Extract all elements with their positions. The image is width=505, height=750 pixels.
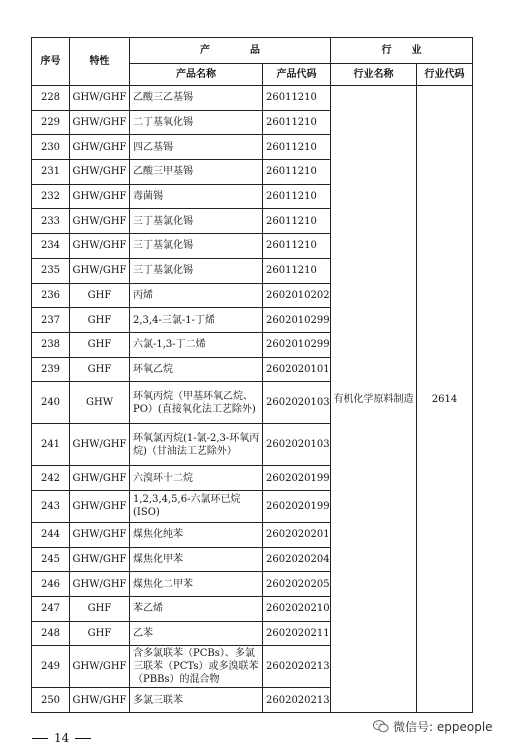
row-product-name: 环氧氯丙烷(1-氯-2,3-环氧丙烷)（甘油法工艺除外） xyxy=(130,424,263,466)
row-seq: 231 xyxy=(32,160,70,185)
row-seq: 237 xyxy=(32,308,70,333)
row-seq: 244 xyxy=(32,522,70,547)
row-product-name: 三丁基氯化锡 xyxy=(130,209,263,234)
row-product-code: 2602020213 xyxy=(263,688,331,713)
row-product-code: 2602020103 xyxy=(263,424,331,466)
row-seq: 241 xyxy=(32,424,70,466)
row-product-name: 1,2,3,4,5,6-六氯环已烷(ISO) xyxy=(130,490,263,522)
header-attr: 特性 xyxy=(70,38,130,86)
row-attr: GHW/GHF xyxy=(70,234,130,259)
watermark-text: 微信号: eppeople xyxy=(393,720,493,734)
row-attr: GHW/GHF xyxy=(70,547,130,572)
row-product-name: 三丁基氯化锡 xyxy=(130,258,263,283)
industry-name-cell: 有机化学原料制造 xyxy=(331,86,417,713)
row-seq: 242 xyxy=(32,466,70,491)
row-seq: 228 xyxy=(32,86,70,111)
row-attr: GHW/GHF xyxy=(70,490,130,522)
row-seq: 248 xyxy=(32,621,70,646)
row-product-name: 二丁基氧化锡 xyxy=(130,110,263,135)
row-seq: 246 xyxy=(32,572,70,597)
page-dash-right xyxy=(75,738,91,739)
row-product-name: 丙烯 xyxy=(130,283,263,308)
row-seq: 245 xyxy=(32,547,70,572)
row-product-name: 含多氯联苯（PCBs）、多氯三联苯（PCTs）或多溴联苯（PBBs）的混合物 xyxy=(130,646,263,688)
row-product-code: 2602010299 xyxy=(263,308,331,333)
header-industry-code: 行业代码 xyxy=(417,64,473,86)
row-product-name: 多氯三联苯 xyxy=(130,688,263,713)
header-industry-name: 行业名称 xyxy=(331,64,417,86)
row-attr: GHF xyxy=(70,357,130,382)
row-product-name: 乙酸三甲基锡 xyxy=(130,160,263,185)
row-attr: GHW/GHF xyxy=(70,688,130,713)
row-product-code: 26011210 xyxy=(263,86,331,111)
row-attr: GHW/GHF xyxy=(70,110,130,135)
table-row xyxy=(32,86,473,111)
row-seq: 230 xyxy=(32,135,70,160)
row-attr: GHW/GHF xyxy=(70,258,130,283)
row-attr: GHW/GHF xyxy=(70,424,130,466)
wechat-icon xyxy=(373,720,389,733)
row-attr: GHW/GHF xyxy=(70,184,130,209)
row-product-name: 苯乙烯 xyxy=(130,597,263,622)
row-product-code: 2602020199 xyxy=(263,490,331,522)
row-seq: 232 xyxy=(32,184,70,209)
row-attr: GHW/GHF xyxy=(70,466,130,491)
row-seq: 234 xyxy=(32,234,70,259)
row-product-name: 煤焦化甲苯 xyxy=(130,547,263,572)
row-product-name: 环氧丙烷（甲基环氧乙烷、PO）(直接氧化法工艺除外) xyxy=(130,382,263,424)
row-attr: GHW/GHF xyxy=(70,646,130,688)
row-product-code: 2602020103 xyxy=(263,382,331,424)
row-seq: 235 xyxy=(32,258,70,283)
row-attr: GHW xyxy=(70,382,130,424)
row-product-name: 2,3,4-三氯-1-丁烯 xyxy=(130,308,263,333)
row-seq: 236 xyxy=(32,283,70,308)
row-product-name: 六氯-1,3-丁二烯 xyxy=(130,332,263,357)
row-product-code: 2602020199 xyxy=(263,466,331,491)
row-product-code: 2602020201 xyxy=(263,522,331,547)
row-product-code: 26011210 xyxy=(263,234,331,259)
row-product-code: 26011210 xyxy=(263,209,331,234)
row-seq: 229 xyxy=(32,110,70,135)
row-product-name: 四乙基锡 xyxy=(130,135,263,160)
wechat-watermark xyxy=(373,718,493,735)
page-dash-left xyxy=(32,738,48,739)
row-product-code: 2602020204 xyxy=(263,547,331,572)
row-seq: 238 xyxy=(32,332,70,357)
row-attr: GHF xyxy=(70,621,130,646)
row-attr: GHW/GHF xyxy=(70,86,130,111)
row-product-code: 26011210 xyxy=(263,258,331,283)
row-product-name: 煤焦化二甲苯 xyxy=(130,572,263,597)
row-seq: 249 xyxy=(32,646,70,688)
header-seq: 序号 xyxy=(32,38,70,86)
page-number-text: 14 xyxy=(54,731,70,745)
row-product-name: 环氧乙烷 xyxy=(130,357,263,382)
row-product-name: 乙苯 xyxy=(130,621,263,646)
row-product-code: 2602020211 xyxy=(263,621,331,646)
row-product-code: 26011210 xyxy=(263,160,331,185)
row-seq: 247 xyxy=(32,597,70,622)
header-product-group: 产 品 xyxy=(130,38,331,64)
row-product-code: 2602020205 xyxy=(263,572,331,597)
row-seq: 250 xyxy=(32,688,70,713)
header-product-code: 产品代码 xyxy=(263,64,331,86)
header-product-name: 产品名称 xyxy=(130,64,263,86)
industry-code-cell: 2614 xyxy=(417,86,473,713)
row-attr: GHW/GHF xyxy=(70,522,130,547)
row-product-code: 2602020210 xyxy=(263,597,331,622)
row-product-code: 2602010299 xyxy=(263,332,331,357)
row-seq: 243 xyxy=(32,490,70,522)
row-attr: GHW/GHF xyxy=(70,135,130,160)
row-product-code: 26011210 xyxy=(263,184,331,209)
row-attr: GHF xyxy=(70,308,130,333)
row-product-code: 2602020213 xyxy=(263,646,331,688)
row-product-code: 26011210 xyxy=(263,135,331,160)
row-seq: 239 xyxy=(32,357,70,382)
row-seq: 240 xyxy=(32,382,70,424)
row-seq: 233 xyxy=(32,209,70,234)
row-product-code: 26011210 xyxy=(263,110,331,135)
row-attr: GHF xyxy=(70,597,130,622)
row-product-code: 2602020101 xyxy=(263,357,331,382)
page-number xyxy=(26,731,97,745)
row-product-name: 毒菌锡 xyxy=(130,184,263,209)
row-product-name: 三丁基氯化锡 xyxy=(130,234,263,259)
row-product-code: 2602010202 xyxy=(263,283,331,308)
row-attr: GHW/GHF xyxy=(70,209,130,234)
row-attr: GHW/GHF xyxy=(70,572,130,597)
row-attr: GHF xyxy=(70,332,130,357)
row-attr: GHF xyxy=(70,283,130,308)
row-product-name: 乙酸三乙基锡 xyxy=(130,86,263,111)
row-product-name: 六溴环十二烷 xyxy=(130,466,263,491)
row-product-name: 煤焦化纯苯 xyxy=(130,522,263,547)
header-industry-group: 行 业 xyxy=(331,38,473,64)
product-industry-table xyxy=(31,37,473,713)
row-attr: GHW/GHF xyxy=(70,160,130,185)
